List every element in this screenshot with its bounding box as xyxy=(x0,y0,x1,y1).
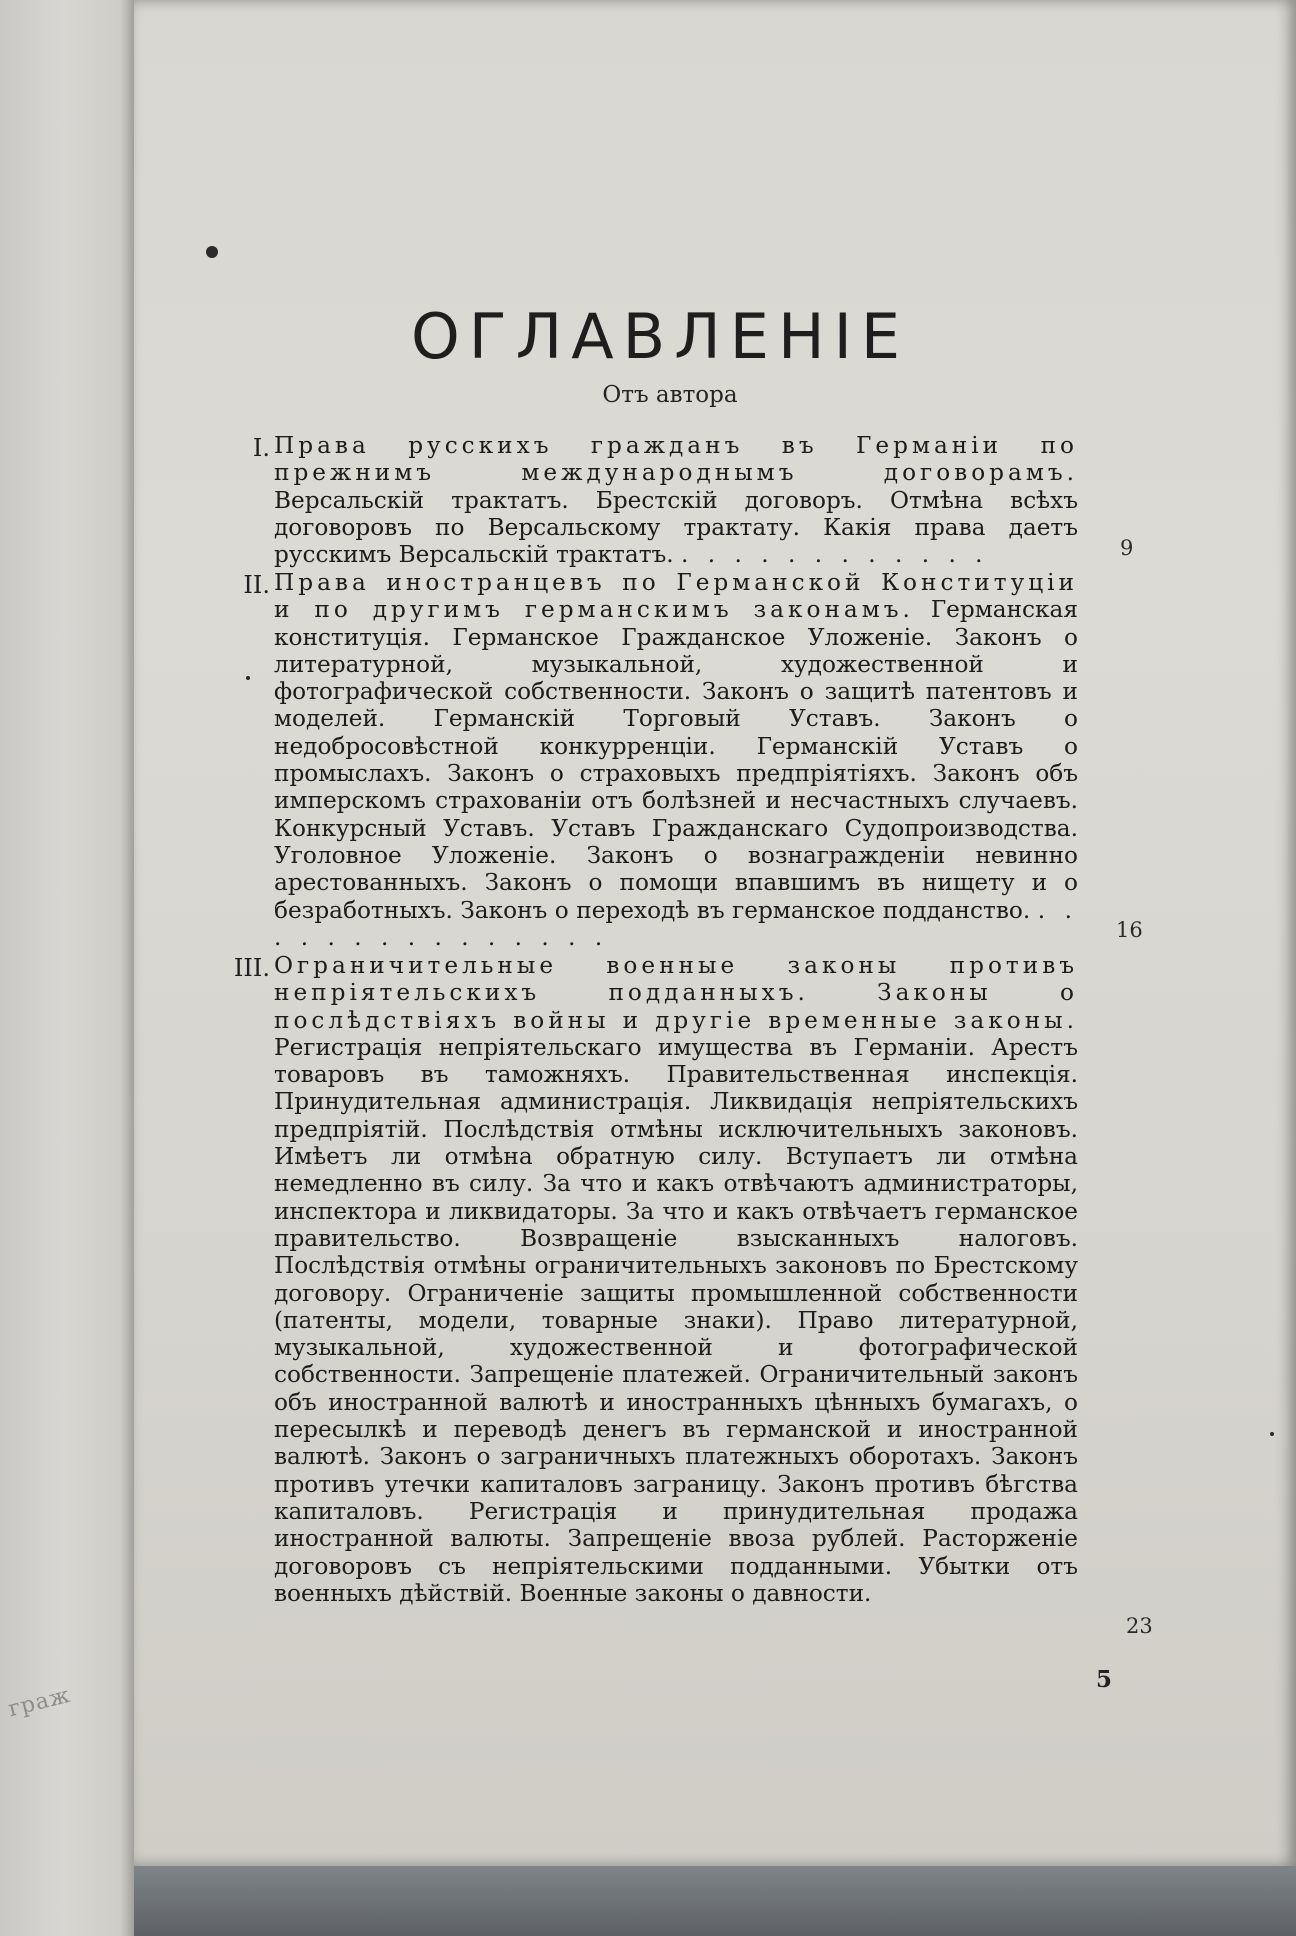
section-heading: Ограничительные военные законы противъ непріятельскихъ подданныхъ. Законы о послѣдствіяхъ войны и другіе временные законы. xyxy=(274,952,1078,1034)
section-page-number: 16 xyxy=(1116,918,1143,942)
folio-page-number: 5 xyxy=(1096,1666,1113,1693)
ink-spot xyxy=(1270,1432,1274,1436)
dot-leader: . . . . . . . . . . . . . . . xyxy=(274,896,1079,951)
section-body: Германская конституція. Германское Гражданское Уложеніе. Законъ о литературной, музыкальной, художественной и фотографической собственности. Законъ о защитѣ патентовъ и моделей. Германскій Торговый Уставъ. Законъ о недобросовѣстной конкурренціи. Германскій Уставъ о промыслахъ. Законъ о страховыхъ предпріятіяхъ. Законъ объ имперскомъ страхованіи отъ болѣзней и несчастныхъ случаевъ. Конкурсный Уставъ. Уставъ Гражданскаго Судопроизводства. Уголовное Уложеніе. Законъ о вознагражденіи невинно арестованныхъ. Законъ о помощи впавшимъ въ нищету и о безработныхъ. Законъ о переходѣ въ германское подданство. xyxy=(274,596,1078,924)
author-foreword-entry: Отъ автора xyxy=(602,382,738,408)
section-number: III. xyxy=(233,954,270,982)
previous-page-fragment: граж xyxy=(5,1682,74,1723)
dot-leader: . . . . . . . . . . . . xyxy=(681,541,989,569)
section-heading: Права иностранцевъ по Германской Конституціи и по другимъ германскимъ законамъ. xyxy=(274,569,1078,624)
toc-section xyxy=(206,569,1156,949)
toc-section xyxy=(206,952,1156,1652)
section-text xyxy=(274,952,1078,1607)
section-number: II. xyxy=(243,571,270,599)
page-shadow-edge xyxy=(134,1866,1296,1936)
section-text xyxy=(274,432,1078,568)
section-heading: Права русскихъ гражданъ въ Германіи по прежнимъ международнымъ договорамъ. xyxy=(274,432,1078,487)
section-body: Версальскій трактатъ. Брестскій договоръ. Отмѣна всѣхъ договоровъ по Версальскому трактату. Какія права даетъ русскимъ Версальскій трактатъ. xyxy=(274,486,1078,569)
section-body: Регистрація непріятельскаго имущества въ Германіи. Арестъ товаровъ въ таможняхъ. Правительственная инспекція. Принудительная администрація. Ликвидація непріятельскихъ предпріятій. Послѣдствія отмѣны исключительныхъ законовъ. Имѣетъ ли отмѣна обратную силу. Вступаетъ ли отмѣна немедленно въ силу. За что и какъ отвѣчаютъ администраторы, инспектора и ликвидаторы. За что и какъ отвѣчаетъ германское правительство. Возвращеніе взысканныхъ налоговъ. Послѣдствія отмѣны ограничительныхъ законовъ по Брестскому договору. Ограниченіе защиты промышленной собственности (патенты, модели, товарные знаки). Право литературной, музыкальной, художественной и фотографической собственности. Запрещеніе платежей. Ограничительный законъ объ иностранной валютѣ и иностранныхъ цѣнныхъ бумагахъ, о пересылкѣ и переводѣ денегъ въ германской и иностранной валютѣ. Законъ о заграничныхъ платежныхъ оборотахъ. Законъ противъ утечки капиталовъ заграницу. Законъ противъ бѣгства капиталовъ. Регистрація и принудительная продажа иностранной валюты. Запрещеніе ввоза рублей. Расторженіе договоровъ съ непріятельскими подданными. Убытки отъ военныхъ дѣйствій. Военные законы о давности. xyxy=(274,1033,1078,1607)
toc-section xyxy=(206,432,1156,569)
section-number: I. xyxy=(252,434,270,462)
page-title: ОГЛАВЛЕНІЕ xyxy=(410,300,910,373)
section-page-number: 9 xyxy=(1120,536,1134,560)
previous-page-edge xyxy=(0,0,136,1936)
section-text xyxy=(274,569,1078,951)
ink-spot xyxy=(206,246,218,258)
section-page-number: 23 xyxy=(1126,1614,1153,1638)
